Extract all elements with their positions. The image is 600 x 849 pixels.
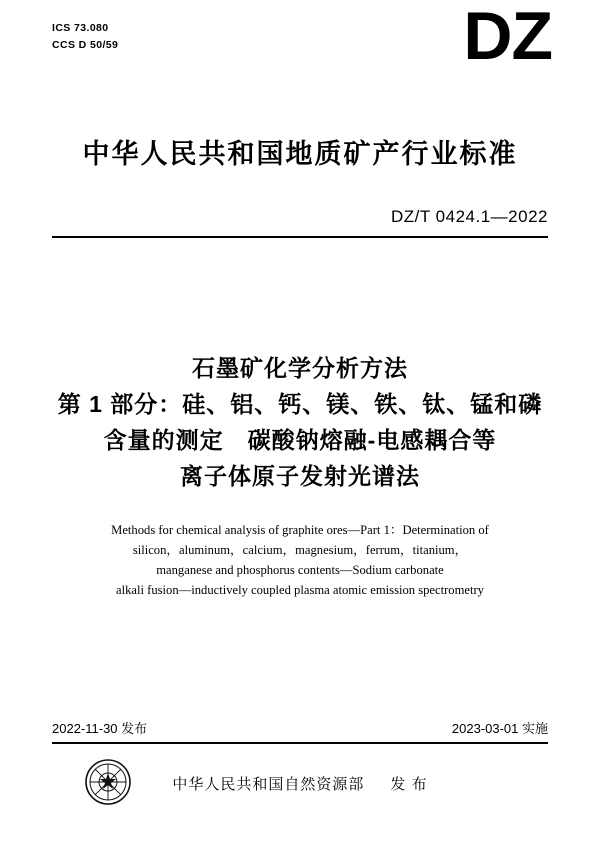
english-title-line-3: manganese and phosphorus contents—Sodium carbonate <box>156 563 444 577</box>
main-title-line-1: 石墨矿化学分析方法 <box>192 355 408 381</box>
main-title-line-3: 含量的测定 碳酸钠熔融-电感耦合等 <box>103 427 497 453</box>
standard-title: 中华人民共和国地质矿产行业标准 <box>82 139 518 169</box>
publish-label: 发 布 <box>390 775 428 793</box>
main-title-line-2: 第 1 部分：硅、铝、钙、镁、铁、钛、锰和磷 <box>57 391 543 417</box>
footer-divider <box>52 742 548 744</box>
footer-dates <box>52 718 548 737</box>
classification-codes <box>52 20 118 54</box>
english-title-line-4: alkali fusion—inductively coupled plasma atomic emission spectrometry <box>116 583 484 597</box>
issuer-name: 中华人民共和国自然资源部 <box>172 775 365 793</box>
issue-date: 2022-11-30 发布 <box>52 721 148 736</box>
standard-number: DZ/T 0424.1—2022 <box>391 207 548 226</box>
main-title-line-4: 离子体原子发射光谱法 <box>180 463 420 489</box>
english-title-line-2: silicon，aluminum，calcium，magnesium，ferrum，titanium， <box>132 543 468 557</box>
ics-code: ICS 73.080 <box>52 22 109 34</box>
main-title <box>52 350 548 494</box>
effective-date: 2023-03-01 实施 <box>451 721 548 736</box>
ccs-code: CCS D 50/59 <box>52 39 119 51</box>
english-title-line-1: Methods for chemical analysis of graphite ores—Part 1：Determination of <box>111 523 489 537</box>
dz-logo: DZ <box>463 0 552 74</box>
header-zone <box>52 0 552 106</box>
header-divider <box>52 236 548 238</box>
issuer-line <box>172 773 427 794</box>
national-emblem-icon <box>84 758 132 806</box>
english-title <box>52 520 548 600</box>
footer-issuer <box>52 756 548 810</box>
